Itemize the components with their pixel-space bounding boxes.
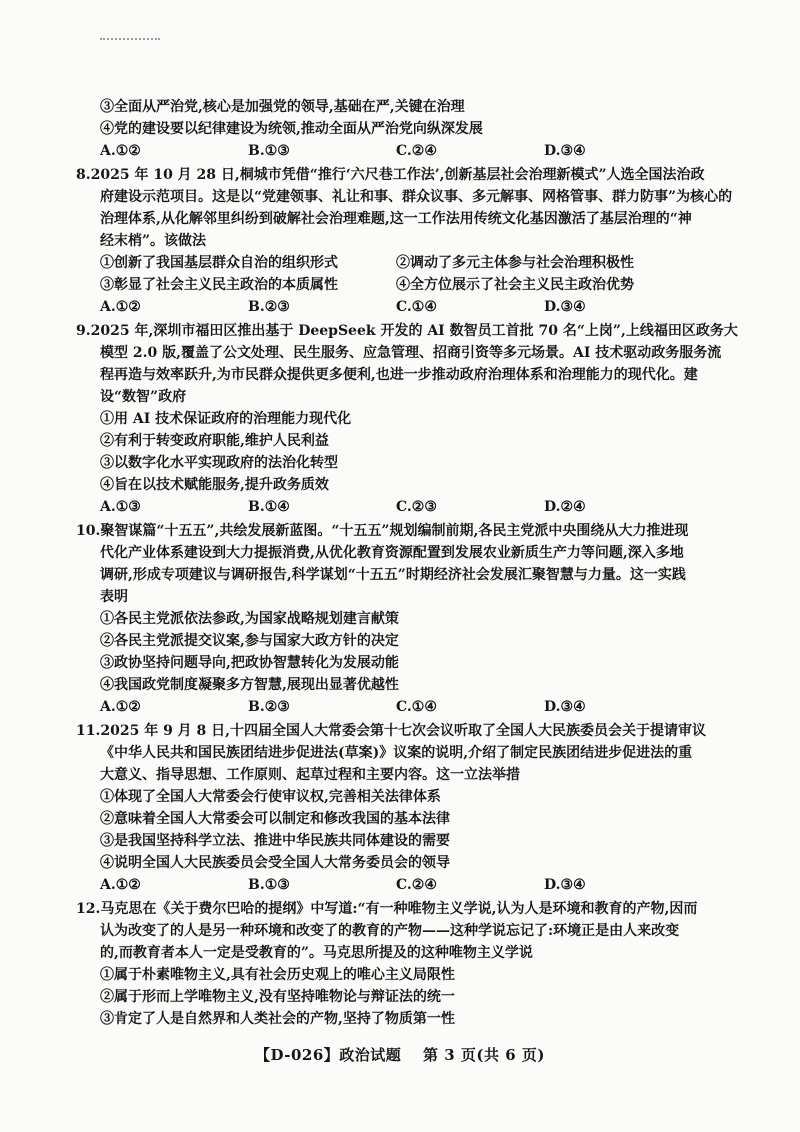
- choice-d: D.③④: [544, 877, 586, 893]
- choice-b: B.①④: [248, 499, 290, 515]
- page-number: 第 3 页(共 6 页): [423, 1046, 546, 1064]
- choice-a: A.①②: [100, 299, 141, 315]
- question-10: [76, 520, 744, 718]
- scan-artifact: [100, 38, 160, 43]
- choice-c: C.①④: [396, 699, 437, 715]
- option-3: ③以数字化水平实现政府的法治化转型: [100, 455, 338, 471]
- option-pair: [76, 252, 744, 274]
- option-1: ①用 AI 技术保证政府的治理能力现代化: [100, 411, 352, 427]
- question-stem-line: 12.马克思在《关于费尔巴哈的提纲》中写道:“有一种唯物主义学说,认为人是环境和教育的产物,因而: [76, 901, 698, 917]
- option-3: ③是我国坚持科学立法、推进中华民族共同体建设的需要: [100, 833, 450, 849]
- choice-a: A.①②: [100, 699, 141, 715]
- question-stem-line: 模型 2.0 版,覆盖了公文处理、民生服务、应急管理、招商引资等多元场景。AI 技术驱动政务服务流: [100, 345, 722, 361]
- answer-choices: [76, 296, 744, 318]
- answer-choices: [76, 140, 744, 162]
- question-stem-line: 府建设示范项目。这是以“党建领事、礼让和事、群众议事、多元解事、网格管事、群力防事”为核心的: [100, 189, 733, 205]
- question-stem-line: 大意义、指导思想、工作原则、起草过程和主要内容。这一立法举措: [100, 767, 520, 783]
- question-stem-line: 9.2025 年,深圳市福田区推出基于 DeepSeek 开发的 AI 数智员工首批 70 名“上岗”,上线福田区政务大: [76, 323, 738, 339]
- option-4: ④旨在以技术赋能服务,提升政务质效: [100, 477, 329, 493]
- page-footer: [0, 1044, 800, 1065]
- question-7-tail: [76, 96, 744, 162]
- option-2: ②属于形而上学唯物主义,没有坚持唯物论与辩证法的统一: [100, 989, 455, 1005]
- question-12: [76, 898, 744, 1030]
- option-4: ④党的建设要以纪律建设为统领,推动全面从严治党向纵深发展: [100, 121, 483, 137]
- option-2: ②有利于转变政府职能,维护人民利益: [100, 433, 329, 449]
- choice-b: B.①③: [248, 877, 290, 893]
- exam-code: 【D-026】政治试题: [254, 1046, 402, 1064]
- option-1: ①体现了全国人大常委会行使审议权,完善相关法律体系: [100, 789, 441, 805]
- option-3: ③政协坚持问题导向,把政协智慧转化为发展动能: [100, 655, 399, 671]
- choice-a: A.①③: [100, 499, 141, 515]
- choice-b: B.①③: [248, 143, 290, 159]
- choice-c: C.②③: [396, 499, 437, 515]
- question-stem-line: 调研,形成专项建议与调研报告,科学谋划“十五五”时期经济社会发展汇聚智慧与力量。这一实践: [100, 567, 686, 583]
- question-stem-line: 经末梢”。该做法: [100, 233, 207, 249]
- question-stem-line: 设“数智”政府: [100, 389, 187, 405]
- question-content: [76, 94, 744, 1030]
- question-8: [76, 164, 744, 318]
- option-3: ③肯定了人是自然界和人类社会的产物,坚持了物质第一性: [100, 1011, 455, 1027]
- choice-c: C.②④: [396, 143, 437, 159]
- option-3: ③全面从严治党,核心是加强党的领导,基础在严,关键在治理: [100, 99, 465, 115]
- choice-b: B.②③: [248, 699, 290, 715]
- question-stem-line: 11.2025 年 9 月 8 日,十四届全国人大常委会第十七次会议听取了全国人大民族委员会关于提请审议: [76, 723, 707, 739]
- question-stem-line: 治理体系,从化解邻里纠纷到破解社会治理难题,这一工作法用传统文化基因激活了基层治理的“神: [100, 211, 692, 227]
- choice-b: B.②③: [248, 299, 290, 315]
- option-4: ④全方位展示了社会主义民主政治优势: [396, 277, 634, 293]
- choice-d: D.③④: [544, 299, 586, 315]
- choice-d: D.③④: [544, 699, 586, 715]
- question-11: [76, 720, 744, 896]
- choice-c: C.①④: [396, 299, 437, 315]
- question-stem-line: 8.2025 年 10 月 28 日,桐城市凭借“推行‘六尺巷工作法’,创新基层社会治理新模式”人选全国法治政: [76, 167, 705, 183]
- answer-choices: [76, 696, 744, 718]
- option-1: ①属于朴素唯物主义,具有社会历史观上的唯心主义局限性: [100, 967, 455, 983]
- option-2: ②调动了多元主体参与社会治理积极性: [396, 255, 634, 271]
- question-stem-line: 认为改变了的人是另一种环境和改变了的教育的产物——这种学说忘记了:环境正是由人来改变: [100, 923, 680, 939]
- option-4: ④我国政党制度凝聚多方智慧,展现出显著优越性: [100, 677, 399, 693]
- option-4: ④说明全国人大民族委员会受全国人大常务委员会的领导: [100, 855, 450, 871]
- question-stem-line: 的,而教育者本人一定是受教育的”。马克思所提及的这种唯物主义学说: [100, 945, 533, 961]
- question-stem-line: 10.聚智谋篇“十五五”,共绘发展新蓝图。“十五五”规划编制前期,各民主党派中央围绕从大力推进现: [76, 523, 689, 539]
- question-9: [76, 320, 744, 518]
- option-1: ①各民主党派依法参政,为国家战略规划建言献策: [100, 611, 399, 627]
- choice-a: A.①②: [100, 877, 141, 893]
- answer-choices: [76, 874, 744, 896]
- question-stem-line: 表明: [100, 589, 128, 605]
- question-stem-line: 代化产业体系建设到大力提振消费,从优化教育资源配置到发展农业新质生产力等问题,深入多地: [100, 545, 684, 561]
- option-pair: [76, 274, 744, 296]
- choice-c: C.②④: [396, 877, 437, 893]
- answer-choices: [76, 496, 744, 518]
- choice-d: D.③④: [544, 143, 586, 159]
- option-3: ③彰显了社会主义民主政治的本质属性: [100, 277, 338, 293]
- option-2: ②各民主党派提交议案,参与国家大政方针的决定: [100, 633, 399, 649]
- question-stem-line: 《中华人民共和国民族团结进步促进法(草案)》议案的说明,介绍了制定民族团结进步促进法的重: [100, 745, 693, 761]
- option-2: ②意味着全国人大常委会可以制定和修改我国的基本法律: [100, 811, 450, 827]
- option-1: ①创新了我国基层群众自治的组织形式: [100, 255, 338, 271]
- question-stem-line: 程再造与效率跃升,为市民群众提供更多便利,也进一步推动政府治理体系和治理能力的现代化。建: [100, 367, 698, 383]
- choice-a: A.①②: [100, 143, 141, 159]
- choice-d: D.②④: [544, 499, 586, 515]
